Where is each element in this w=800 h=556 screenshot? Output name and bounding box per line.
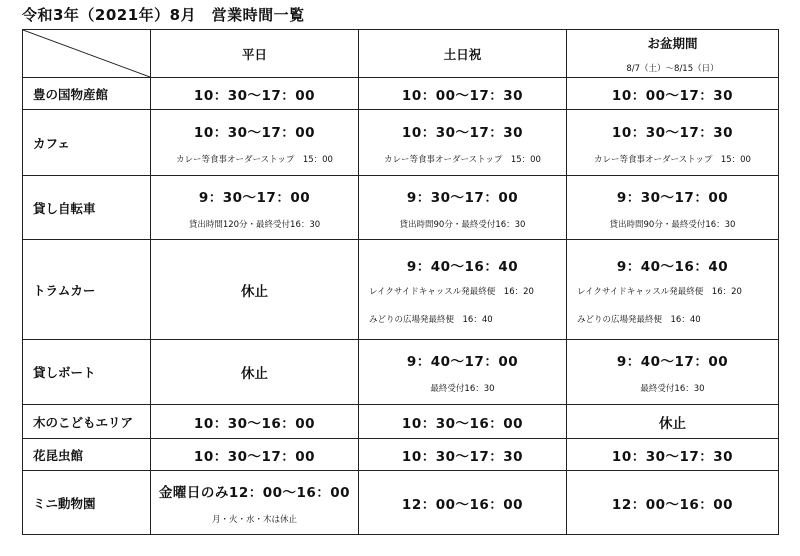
note-weekend-2: みどりの広場発最終便 16：40 bbox=[369, 314, 493, 325]
hours-obon: 9：30～17：00 bbox=[616, 189, 729, 206]
facility-name: カフェ bbox=[23, 110, 151, 176]
table-row bbox=[23, 439, 779, 471]
hours-weekend: 12：00～16：00 bbox=[401, 496, 524, 513]
hours-weekday: 休止 bbox=[241, 366, 268, 382]
hours-obon: 10：00～17：30 bbox=[611, 87, 734, 104]
table-row bbox=[23, 176, 779, 240]
note-weekday: カレー等食事オーダーストップ 15：00 bbox=[176, 154, 333, 165]
hours-weekend: 10：30～16：00 bbox=[401, 415, 524, 432]
note-obon: カレー等食事オーダーストップ 15：00 bbox=[594, 154, 751, 165]
hours-weekend: 10：30～17：30 bbox=[401, 448, 524, 465]
note-weekend: 貸出時間90分・最終受付16：30 bbox=[399, 219, 526, 230]
facility-name: トラムカー bbox=[23, 240, 151, 340]
page-title: 令和3年（2021年）8月 営業時間一覧 bbox=[22, 6, 305, 24]
table-row bbox=[23, 471, 779, 535]
header-weekend: 土日祝 bbox=[359, 30, 567, 78]
hours-obon: 10：30～17：30 bbox=[611, 124, 734, 141]
facility-name: 豊の国物産館 bbox=[23, 78, 151, 110]
header-obon-label: お盆期間 bbox=[647, 35, 698, 51]
facility-name: ミニ動物園 bbox=[23, 471, 151, 535]
diagonal-line bbox=[23, 30, 150, 77]
facility-name: 貸しボート bbox=[23, 340, 151, 405]
hours-weekday: 金曜日のみ12：00～16：00 bbox=[158, 484, 351, 501]
note-weekday: 貸出時間120分・最終受付16：30 bbox=[188, 219, 321, 230]
hours-table bbox=[22, 29, 779, 535]
facility-name: 花昆虫館 bbox=[23, 439, 151, 471]
header-weekday: 平日 bbox=[151, 30, 359, 78]
hours-weekend: 10：30～17：30 bbox=[401, 124, 524, 141]
hours-weekend: 9：40～17：00 bbox=[406, 354, 519, 370]
header-obon-dates: 8/7（土）～8/15（日） bbox=[626, 63, 719, 74]
table-row bbox=[23, 340, 779, 405]
hours-weekday: 休止 bbox=[241, 283, 268, 300]
table-row bbox=[23, 78, 779, 110]
header-row bbox=[23, 30, 779, 78]
note-weekend: カレー等食事オーダーストップ 15：00 bbox=[384, 154, 541, 165]
hours-weekend: 9：40～16：40 bbox=[406, 258, 519, 275]
hours-weekend: 9：30～17：00 bbox=[406, 189, 519, 206]
note-weekday: 月・火・水・木は休止 bbox=[211, 514, 297, 525]
hours-obon: 10：30～17：30 bbox=[611, 448, 734, 465]
note-obon-1: レイクサイドキャッスル発最終便 16：20 bbox=[577, 286, 742, 297]
table-row bbox=[23, 240, 779, 340]
hours-weekend: 10：00～17：30 bbox=[401, 87, 524, 104]
corner-cell bbox=[23, 30, 151, 78]
header-obon bbox=[567, 30, 779, 78]
note-weekend: 最終受付16：30 bbox=[430, 384, 495, 394]
table-row bbox=[23, 405, 779, 439]
hours-weekday: 10：30～17：00 bbox=[193, 87, 316, 104]
hours-weekday: 10：30～17：00 bbox=[193, 124, 316, 141]
facility-name: 貸し自転車 bbox=[23, 176, 151, 240]
table-row bbox=[23, 110, 779, 176]
hours-obon: 9：40～17：00 bbox=[616, 354, 729, 370]
note-obon-2: みどりの広場発最終便 16：40 bbox=[577, 314, 701, 325]
note-obon: 貸出時間90分・最終受付16：30 bbox=[609, 219, 736, 230]
hours-obon: 9：40～16：40 bbox=[616, 258, 729, 275]
hours-obon: 休止 bbox=[659, 415, 686, 432]
note-weekend-1: レイクサイドキャッスル発最終便 16：20 bbox=[369, 286, 534, 297]
hours-weekday: 9：30～17：00 bbox=[198, 189, 311, 206]
hours-obon: 12：00～16：00 bbox=[611, 496, 734, 513]
hours-weekday: 10：30～16：00 bbox=[193, 415, 316, 432]
facility-name: 木のこどもエリア bbox=[23, 405, 151, 439]
note-obon: 最終受付16：30 bbox=[640, 384, 705, 394]
hours-weekday: 10：30～17：00 bbox=[193, 448, 316, 465]
